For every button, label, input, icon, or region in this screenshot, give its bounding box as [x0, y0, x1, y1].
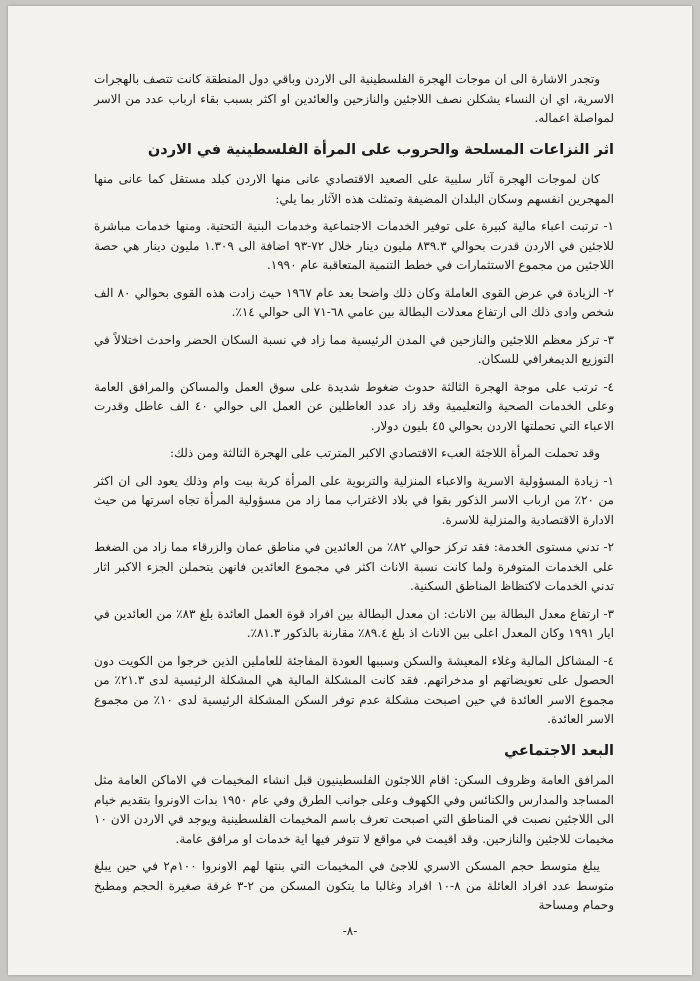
list-item: ١- ترتبت اعباء مالية كبيرة على توفير الخدمات الاجتماعية وخدمات البنية التحتية. ومنها خدمات مباشرة للاجئين في الاردن قدرت بحوالي ٨٣٩.٣ مليون دينار خلال ٧٢-٩٣ اضافة الى ١.٣٠٩ مليون دينار هي حصة اللاجئين من مجموع الاستثمارات في خطط التنمية المتعاقبة عام ١٩٩٠.: [94, 219, 614, 272]
list-item: ٣- ارتفاع معدل البطالة بين الاناث: ان معدل البطالة بين افراد قوة العمل العائدة بلغ ٨٣٪ من العائدين في ايار ١٩٩١ وكان المعدل اعلى بين الاناث اذ بلغ ٨٩.٤٪ مقارنة بالذكور ٨١.٣٪.: [94, 606, 614, 640]
social-paragraph-2: يبلغ متوسط حجم المسكن الاسري للاجئ في المخيمات التي بنتها لهم الاونروا ١٠٠م٢ في حين يبلغ متوسط عدد افراد العائلة من ٨-١٠ افراد وغالبا ما يتكون المسكن من ٢-٣ غرفة صغيرة الحجم ومطبخ وحمام ومساحة: [94, 859, 615, 912]
page-number: -٨-: [342, 924, 358, 938]
list-item: ٣- تركز معظم اللاجئين والنازحين في المدن الرئيسية مما زاد في نسبة السكان الحضر واحدث اختلالاً في التوزيع الديمغرافي للسكان.: [94, 332, 614, 366]
list-item: ٤- المشاكل المالية وغلاء المعيشة والسكن وسببها العودة المفاجئة للعاملين الذين خرجوا من الكويت دون الحصول على تعويضاتهم او مدخراتهم. فقد كانت المشكلة المالية هي المشكلة الرئيسية لدى ٢١.٣٪ من مجموع الاسر العائدة في حين اصبحت مشكلة عدم توفر السكن المشكلة الرئيسية لدى ١٠٪ من مجموع الاسر العائدة.: [94, 653, 614, 726]
list-item: ٢- تدني مستوى الخدمة: فقد تركز حوالي ٨٢٪ من العائدين في مناطق عمان والزرقاء مما زاد من الضغط على الخدمات المتوفرة ولما كانت نسبة الاناث اكثر في مجموع العائدين فانهن يتحملن الجزء الاكبر اثار تدني الخدمات لاكتظاظ المناطق السكنية.: [94, 540, 615, 593]
document-page: [8, 6, 692, 975]
section-heading-social: البعد الاجتماعي: [504, 742, 614, 759]
section-heading-conflicts: اثر النزاعات المسلحة والحروب على المرأة الفلسطينية في الاردن: [147, 141, 614, 158]
social-paragraph-1: المرافق العامة وظروف السكن: اقام اللاجئون الفلسطينيون قبل انشاء المخيمات في الاماكن العامة مثل المساجد والمدارس والكنائس وفي الكهوف وعلى جوانب الطرق وفي عام ١٩٥٠ بدات الاونروا بتقديم خيام الى اللاجئين نصبت في المناطق التي اصبحت تعرف باسم المخيمات الفلسطينية ويوجد في الاردن الان ١٠ مخيمات للاجئين والنازحين. وقد اقيمت في مواقع لا تتوفر فيها اية خدمات او مرافق عامة.: [94, 773, 614, 846]
document-body: [94, 70, 614, 924]
list-item: ٤- ترتب على موجة الهجرة الثالثة حدوث ضغوط شديدة على سوق العمل والمساكن والمرافق العامة وعلى الخدمات الصحية والتعليمية وقد زاد عدد العاطلين عن العمل الى حوالي ٤٠ الف عاطل وقدرت الاعباء التي تحملتها الاردن بحوالي ٤٥ بليون دولار.: [94, 379, 615, 433]
list-item: ١- زيادة المسؤولية الاسرية والاعباء المنزلية والتربوية على المرأة كربة بيت وام وذلك يعود الى ان اكثر من ٢٠٪ من ارباب الاسر الذكور بقوا في بلاد الاغتراب مما زاد من مسؤولية المرأة تجاه اسرتها من حيث الادارة الاقتصادية والمنزلية للاسرة.: [94, 473, 614, 527]
intro-paragraph: وتجدر الاشارة الى ان موجات الهجرة الفلسطينية الى الاردن وباقي دول المنطقة كانت تتصف بالهجرات الاسرية، اي ان النساء يشكلن نصف اللاجئين والنازحين والعائدين او اكثر بسبب بقاء ارباب عدد من الاسر لمواصلة اعماله.: [94, 72, 614, 125]
list-item: ٢- الزيادة في عرض القوى العاملة وكان ذلك واضحا بعد عام ١٩٦٧ حيث زادت هذه القوى بحوالي ٨٠ الف شخص وادى ذلك الى ارتفاع معدلات البطالة بين عامي ٦٨-٧١ الى حوالي ١٤٪.: [94, 285, 614, 319]
section-lead2-paragraph: وقد تحملت المرأة اللاجئة العبء الاقتصادي الاكبر المترتب على الهجرة الثالثة ومن ذلك:: [170, 446, 600, 460]
section-lead-paragraph: كان لموجات الهجرة آثار سلبية على الصعيد الاقتصادي عانى منها الاردن كبلد مستقل كما عانى منها المهجرين انفسهم وسكان البلدان المضيفة وتمثلت هذه الآثار بما يلي:: [94, 172, 614, 206]
